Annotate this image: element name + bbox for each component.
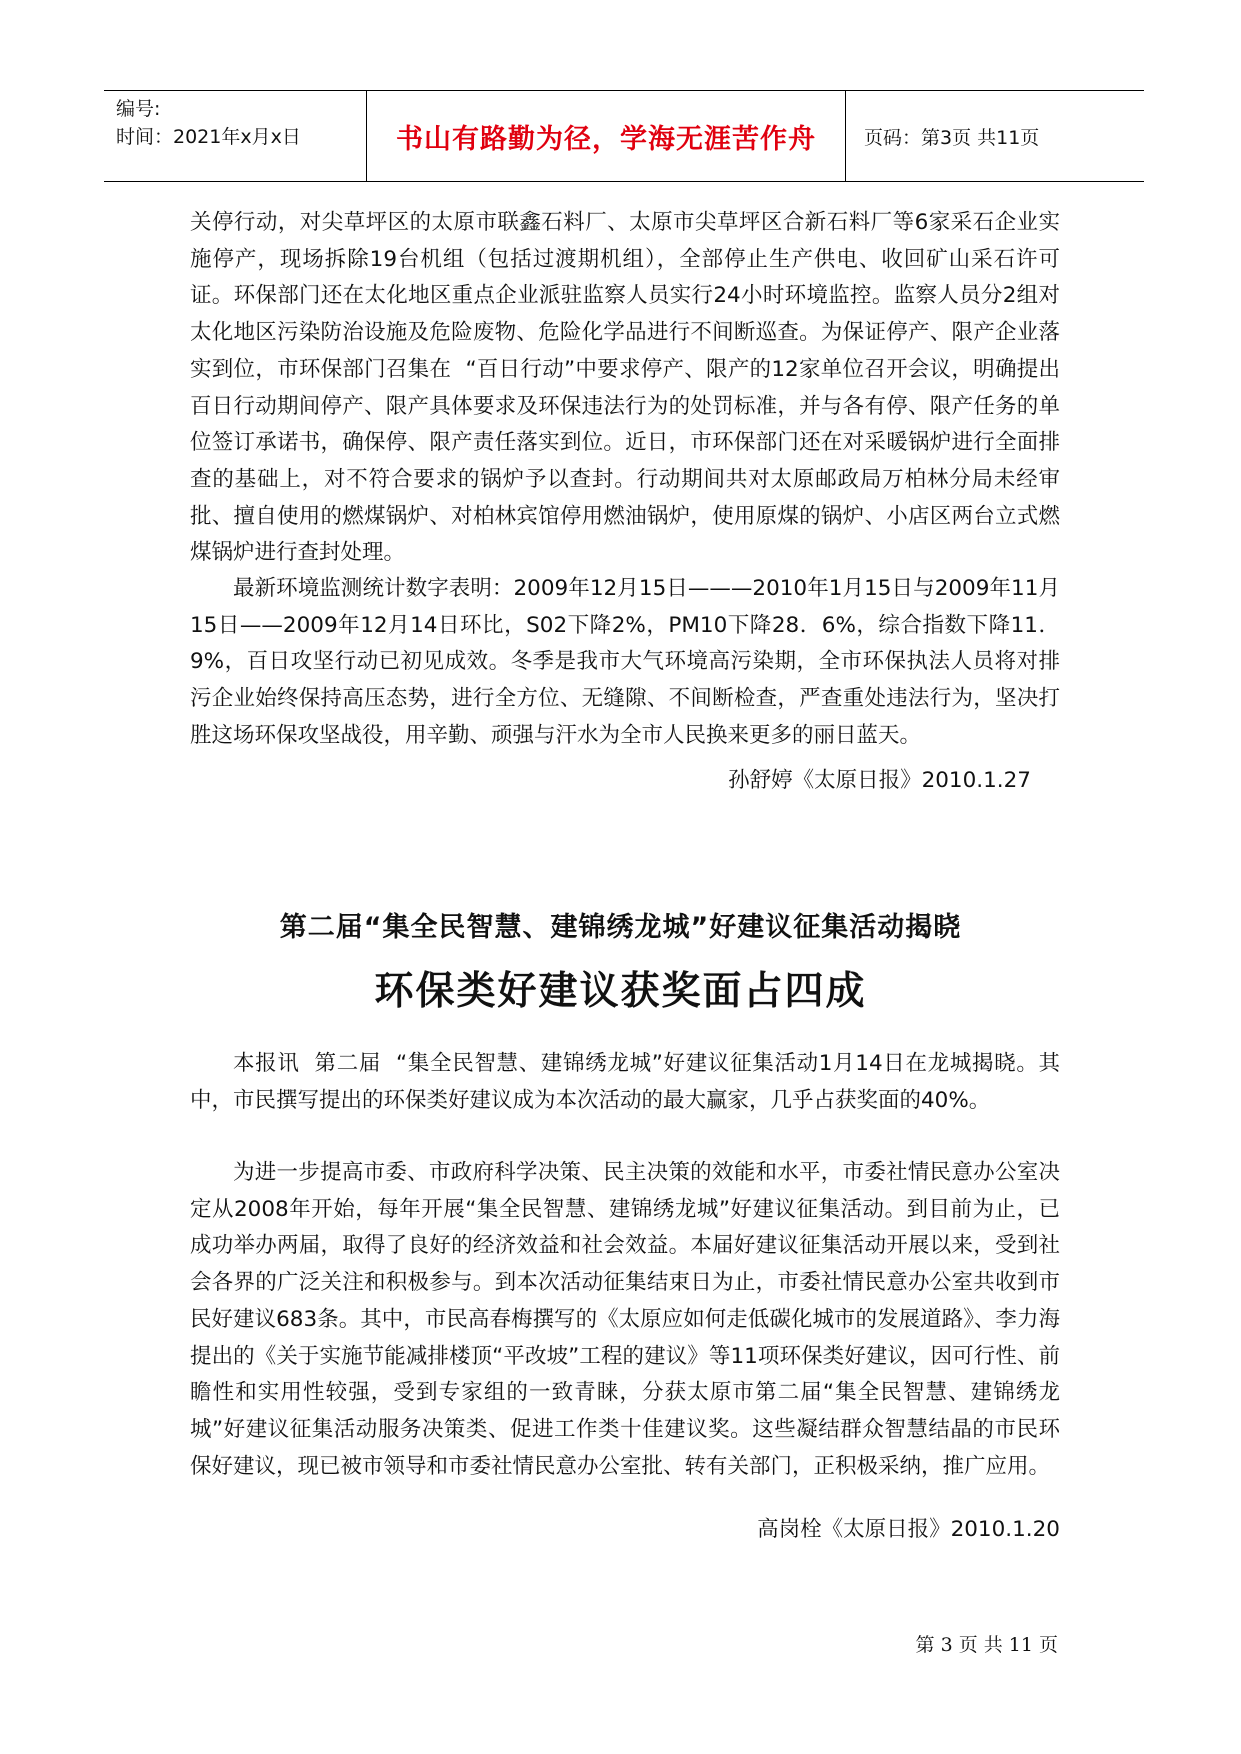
page-header <box>104 90 1144 182</box>
header-page-info: 页码：第3页 共11页 <box>864 126 1040 149</box>
document-number-label: 编号: <box>116 98 161 120</box>
article1-paragraph-1: 关停行动，对尖草坪区的太原市联鑫石料厂、太原市尖草坪区合新石料厂等6家采石企业实施停产，现场拆除19台机组（包括过渡期机组），全部停止生产供电、收回矿山采石许可证。环保部门还在太化地区重点企业派驻监察人员实行24小时环境监控。监察人员分2组对太化地区污染防治设施及危险废物、危险化学品进行不间断巡查。为保证停产、限产企业落实到位，市环保部门召集在 “百日行动”中要求停产、限产的12家单位召开会议，明确提出百日行动期间停产、限产具体要求及环保违法行为的处罚标准，并与各有停、限产任务的单位签订承诺书，确保停、限产责任落实到位。近日，市环保部门还在对采暖锅炉进行全面排查的基础上，对不符合要求的锅炉予以查封。行动期间共对太原邮政局万柏林分局未经审批、擅自使用的燃煤锅炉、对柏林宾馆停用燃油锅炉，使用原煤的锅炉、小店区两台立式燃煤锅炉进行查封处理。 <box>190 210 1060 566</box>
article2-paragraph-2: 为进一步提高市委、市政府科学决策、民主决策的效能和水平，市委社情民意办公室决定从2008年开始，每年开展“集全民智慧、建锦绣龙城”好建议征集活动。到目前为止，已成功举办两届，取得了良好的经济效益和社会效益。本届好建议征集活动开展以来，受到社会各界的广泛关注和积极参与。到本次活动征集结束日为止，市委社情民意办公室共收到市民好建议683条。其中，市民高春梅撰写的《太原应如何走低碳化城市的发展道路》、李力海提出的《关于实施节能减排楼顶“平改坡”工程的建议》等11项环保类好建议，因可行性、前瞻性和实用性较强，受到专家组的一致青睐，分获太原市第二届“集全民智慧、建锦绣龙城”好建议征集活动服务决策类、促进工作类十佳建议奖。这些凝结群众智慧结晶的市民环保好建议，现已被市领导和市委社情民意办公室批、转有关部门，正积极采纳，推广应用。 <box>190 1160 1060 1479</box>
header-motto: 书山有路勤为径，学海无涯苦作舟 <box>366 91 846 181</box>
document-time-label: 时间：2021年x月x日 <box>116 126 301 148</box>
article2-paragraph-1: 本报讯 第二届 “集全民智慧、建锦绣龙城”好建议征集活动1月14日在龙城揭晓。其中，市民撰写提出的环保类好建议成为本次活动的最大赢家，几乎占获奖面的40%。 <box>190 1051 1060 1113</box>
article2-kicker: 第二届“集全民智慧、建锦绣龙城”好建议征集活动揭晓 <box>279 912 962 943</box>
article2-headline: 环保类好建议获奖面占四成 <box>374 969 867 1014</box>
page-footer: 第 3 页 共 11 页 <box>915 1634 1058 1656</box>
article1-byline: 孙舒婷《太原日报》2010.1.27 <box>728 768 1031 793</box>
article1-paragraph-2: 最新环境监测统计数字表明：2009年12月15日———2010年1月15日与2009年11月15日——2009年12月14日环比，S02下降2%，PM10下降28．6%，综合指数下降11．9%，百日攻坚行动已初见成效。冬季是我市大气环境高污染期，全市环保执法人员将对排污企业始终保持高压态势，进行全方位、无缝隙、不间断检查，严查重处违法行为，坚决打胜这场环保攻坚战役，用辛勤、顽强与汗水为全市人民换来更多的丽日蓝天。 <box>190 576 1060 748</box>
article2-byline: 高岗栓《太原日报》2010.1.20 <box>757 1517 1060 1542</box>
